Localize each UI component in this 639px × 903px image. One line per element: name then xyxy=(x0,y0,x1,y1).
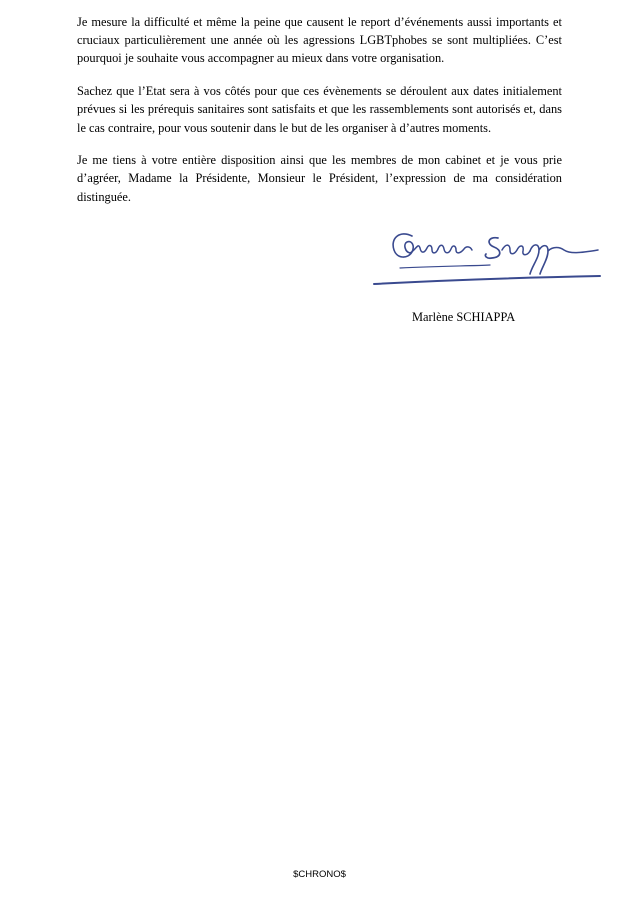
paragraph-difficulty: Je mesure la difficulté et même la peine que causent le report d’événements aussi importants et cruciaux particulièrement une année où les agressions LGBTphobes se sont multipliées. C’est pourquoi je souhaite vous accompagner au mieux dans votre organisation. xyxy=(77,15,562,66)
handwritten-signature xyxy=(360,226,610,291)
paragraph-state-support: Sachez que l’Etat sera à vos côtés pour que ces évènements se déroulent aux dates initialement prévues si les prérequis sanitaires sont satisfaits et que les rassemblements sont autorisés et, dans le cas contraire, pour vous soutenir dans le but de les organiser à d’autres moments. xyxy=(77,84,562,135)
signer-name: Marlène SCHIAPPA xyxy=(412,310,516,324)
footer-chrono: $CHRONO$ xyxy=(293,869,346,880)
paragraph-closing: Je me tiens à votre entière disposition ainsi que les membres de mon cabinet et je vous prie d’agréer, Madame la Présidente, Monsieur le Président, l’expression de ma considération distinguée. xyxy=(77,153,562,204)
letter-body xyxy=(77,13,562,220)
